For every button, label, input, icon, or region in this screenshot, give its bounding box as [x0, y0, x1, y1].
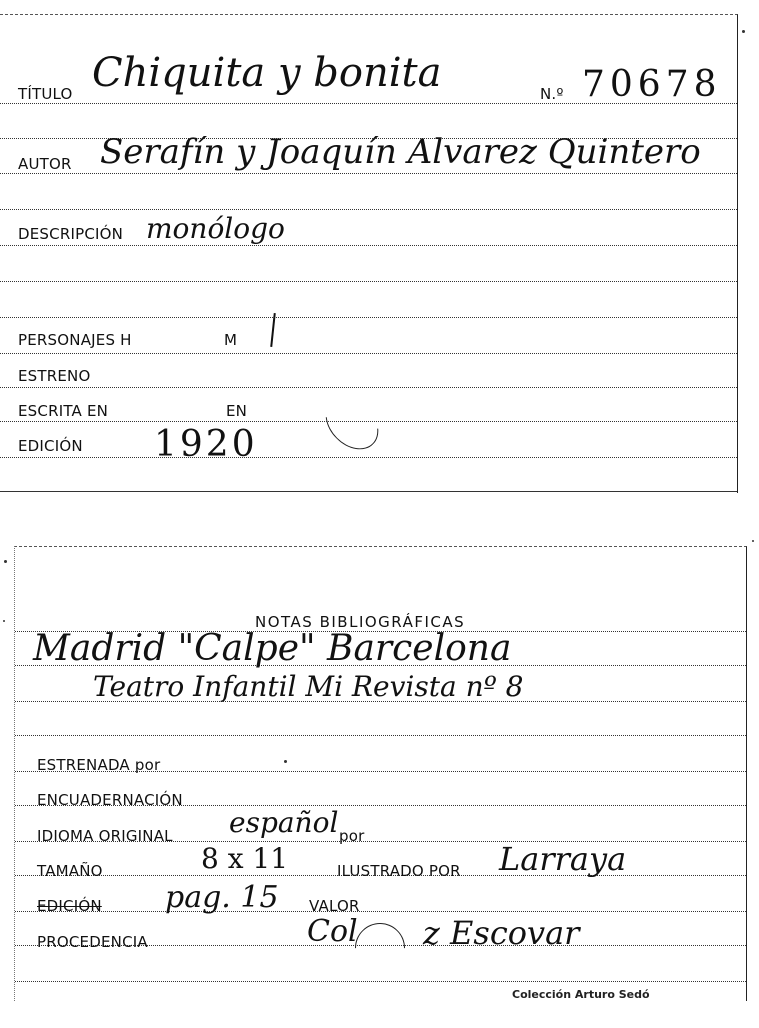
titulo-label: TÍTULO — [18, 85, 73, 103]
descripcion-label: DESCRIPCIÓN — [18, 225, 124, 243]
scan-speck — [4, 560, 7, 563]
tamano-label: TAMAÑO — [37, 862, 103, 880]
idioma-original-label: IDIOMA ORIGINAL — [37, 827, 173, 845]
scan-speck — [3, 620, 5, 622]
notas-line-2: Teatro Infantil Mi Revista nº 8 — [93, 670, 524, 703]
catalog-card-top — [0, 14, 738, 493]
card-rule — [15, 981, 746, 982]
por-label: por — [339, 827, 365, 845]
card-rule — [0, 317, 737, 318]
procedencia-label: PROCEDENCIA — [37, 933, 148, 951]
scan-speck — [742, 30, 745, 33]
card-rule — [0, 281, 737, 282]
collection-credit: Colección Arturo Sedó — [512, 988, 650, 1001]
card-rule — [0, 209, 737, 210]
procedencia-value-part-2: z Escovar — [423, 914, 580, 952]
card-rule — [0, 387, 737, 388]
card-rule — [0, 353, 737, 354]
escrita-en-label: ESCRITA EN — [18, 402, 109, 420]
idioma-original-value: español — [229, 806, 339, 839]
numero-value: 70678 — [582, 64, 722, 105]
card-rule — [15, 911, 746, 912]
descripcion-value: monólogo — [146, 212, 285, 245]
card-rule — [0, 245, 737, 246]
card-rule — [0, 457, 737, 458]
valor-label: VALOR — [309, 897, 360, 915]
edicion-value: 1920 — [154, 424, 258, 465]
edicion-label-struck: EDICIÓN — [37, 897, 102, 915]
notas-bibliograficas-heading: NOTAS BIBLIOGRÁFICAS — [255, 613, 466, 631]
stamp-fragment — [315, 386, 389, 460]
scan-speck — [752, 540, 754, 542]
personajes-m-count-mark — [270, 313, 276, 347]
ilustrado-por-label: ILUSTRADO POR — [337, 862, 461, 880]
encuadernacion-label: ENCUADERNACIÓN — [37, 791, 183, 809]
en-label: EN — [226, 402, 248, 420]
ilustrado-por-value: Larraya — [499, 840, 627, 878]
m-label: M — [224, 331, 238, 349]
titulo-value: Chiquita y bonita — [92, 50, 442, 96]
card-rule — [15, 735, 746, 736]
catalog-card-bottom — [14, 546, 747, 1001]
numero-label: N.º — [540, 85, 564, 103]
estreno-label: ESTRENO — [18, 367, 91, 385]
personajes-label: PERSONAJES H — [18, 331, 132, 349]
autor-value: Serafín y Joaquín Alvarez Quintero — [100, 132, 701, 172]
procedencia-value-part-1: Col — [307, 914, 358, 949]
scan-speck — [284, 760, 287, 763]
edicion-label: EDICIÓN — [18, 437, 83, 455]
card-rule — [0, 173, 737, 174]
tamano-value: 8 x 11 — [201, 842, 289, 875]
card-bottom-edge — [0, 491, 737, 492]
notas-line-1: Madrid "Calpe" Barcelona — [33, 628, 512, 669]
autor-label: AUTOR — [18, 155, 72, 173]
edicion-pages-value: pag. 15 — [165, 880, 279, 915]
estrenada-label: ESTRENADA por — [37, 756, 161, 774]
